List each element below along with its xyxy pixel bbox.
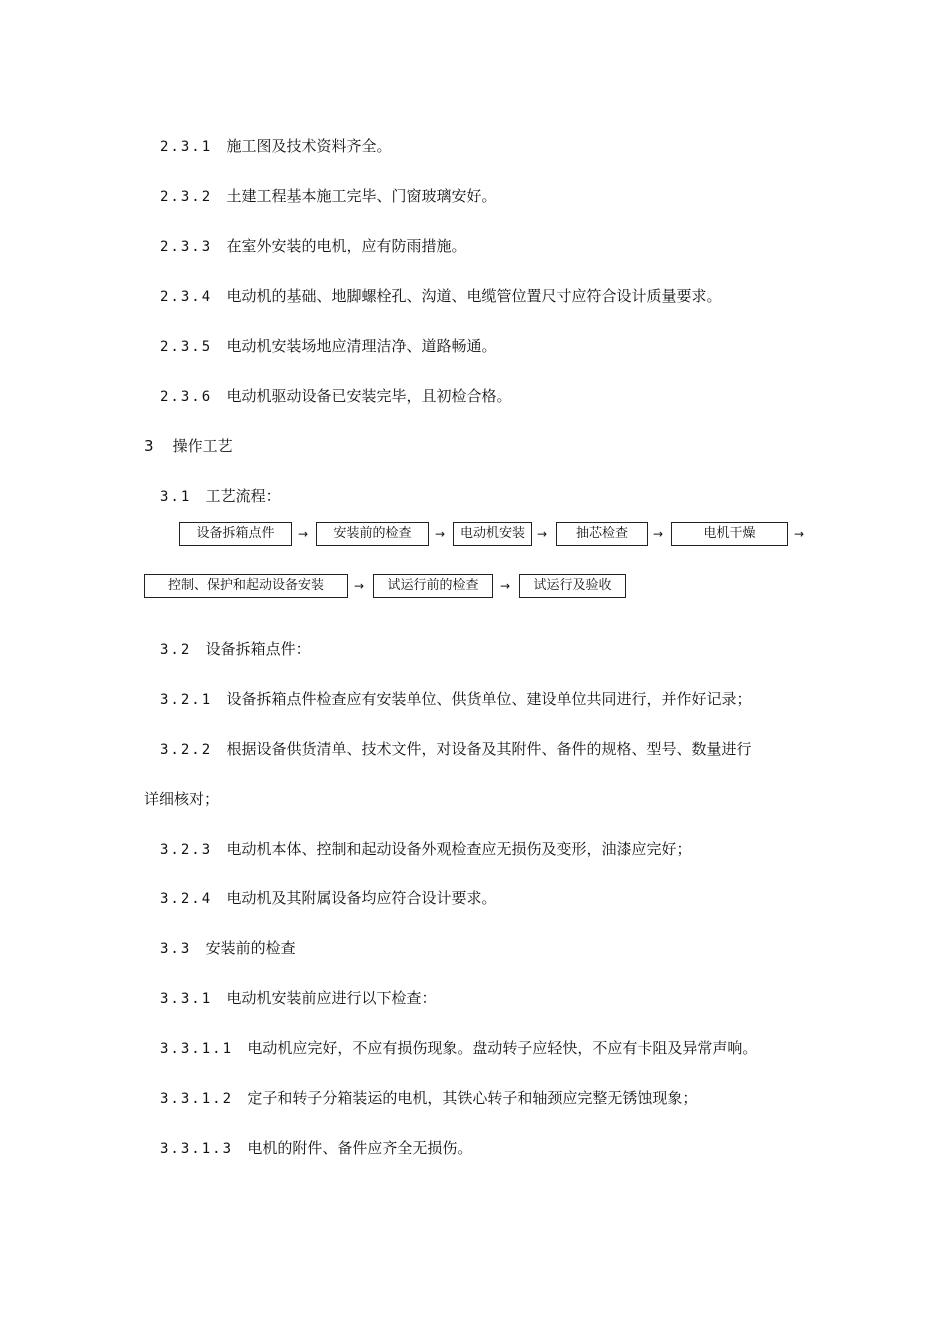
clause-number: 3.2.3 [160,842,213,858]
section-title: 操作工艺 [172,437,233,455]
clause-text: 施工图及技术资料齐全。 [226,137,392,155]
section-heading [144,436,233,456]
clause-text: 在室外安装的电机，应有防雨措施。 [226,237,467,255]
flow-step: 抽芯检查 [556,522,648,546]
clause-2-3-4 [160,286,721,307]
subsection-title: 安装前的检查 [205,939,296,957]
clause-text: 电动机的基础、地脚螺栓孔、沟道、电缆管位置尺寸应符合设计质量要求。 [226,287,722,305]
clause-2-3-5 [160,336,496,357]
clause-text: 电动机安装场地应清理洁净、道路畅通。 [226,337,497,355]
clause-number: 3.3.1.3 [160,1141,234,1157]
subsection-number: 3.2 [160,642,192,658]
flow-step: 设备拆箱点件 [179,522,292,546]
clause-number: 3.3.1.1 [160,1041,234,1057]
subsection-3-1 [160,486,281,507]
clause-3-3-1-2 [160,1088,697,1109]
clause-text: 定子和转子分箱装运的电机，其铁心转子和轴颈应完整无锈蚀现象； [247,1089,698,1107]
clause-number: 3.2.2 [160,742,213,758]
clause-3-3-1 [160,988,436,1009]
clause-number: 2.3.2 [160,189,213,205]
clause-3-2-1 [160,689,751,710]
clause-text: 电动机及其附属设备均应符合设计要求。 [226,889,497,907]
flow-arrow: → [653,527,664,541]
clause-2-3-2 [160,186,496,207]
clause-text: 电动机本体、控制和起动设备外观检查应无损伤及变形，油漆应完好； [226,840,692,858]
flow-step: 试运行及验收 [519,574,626,598]
clause-2-3-3 [160,236,466,257]
clause-text: 根据设备供货清单、技术文件，对设备及其附件、备件的规格、型号、数量进行 [226,740,752,758]
subsection-3-3 [160,938,296,959]
subsection-3-2 [160,639,311,660]
clause-number: 3.3.1.2 [160,1091,234,1107]
clause-number: 3.2.1 [160,692,213,708]
flow-arrow: → [500,579,511,593]
flow-arrow: → [298,527,309,541]
flow-arrow: → [435,527,446,541]
clause-number: 2.3.3 [160,239,213,255]
clause-text: 电动机应完好，不应有损伤现象。盘动转子应轻快，不应有卡阻及异常声响。 [247,1039,758,1057]
clause-3-3-1-1 [160,1038,757,1059]
clause-2-3-6 [160,386,511,407]
flow-step: 电动机安装 [453,522,532,546]
flow-step: 电机干燥 [671,522,788,546]
subsection-number: 3.1 [160,489,192,505]
flow-arrow: → [354,579,365,593]
clause-text: 电机的附件、备件应齐全无损伤。 [247,1139,473,1157]
clause-3-3-1-3 [160,1138,472,1159]
clause-number: 2.3.5 [160,339,213,355]
section-number: 3 [144,437,154,455]
flow-arrow: → [537,527,548,541]
clause-text: 电动机驱动设备已安装完毕，且初检合格。 [226,387,512,405]
flow-step: 试运行前的检查 [373,574,493,598]
subsection-title: 设备拆箱点件： [205,640,311,658]
flow-step: 控制、保护和起动设备安装 [144,574,348,598]
clause-3-2-3 [160,839,691,860]
clause-number: 3.2.4 [160,891,213,907]
clause-number: 2.3.6 [160,389,213,405]
clause-number: 2.3.1 [160,139,213,155]
clause-continuation: 详细核对； [144,790,220,808]
flow-arrow: → [794,527,805,541]
clause-3-2-2 [160,739,751,760]
subsection-number: 3.3 [160,941,192,957]
flow-step: 安装前的检查 [316,522,429,546]
clause-3-2-4 [160,888,496,909]
clause-text: 设备拆箱点件检查应有安装单位、供货单位、建设单位共同进行，并作好记录； [226,690,752,708]
clause-number: 2.3.4 [160,289,213,305]
subsection-title: 工艺流程： [205,487,281,505]
clause-text: 电动机安装前应进行以下检查： [226,989,437,1007]
clause-number: 3.3.1 [160,991,213,1007]
clause-2-3-1 [160,136,391,157]
clause-text: 土建工程基本施工完毕、门窗玻璃安好。 [226,187,497,205]
